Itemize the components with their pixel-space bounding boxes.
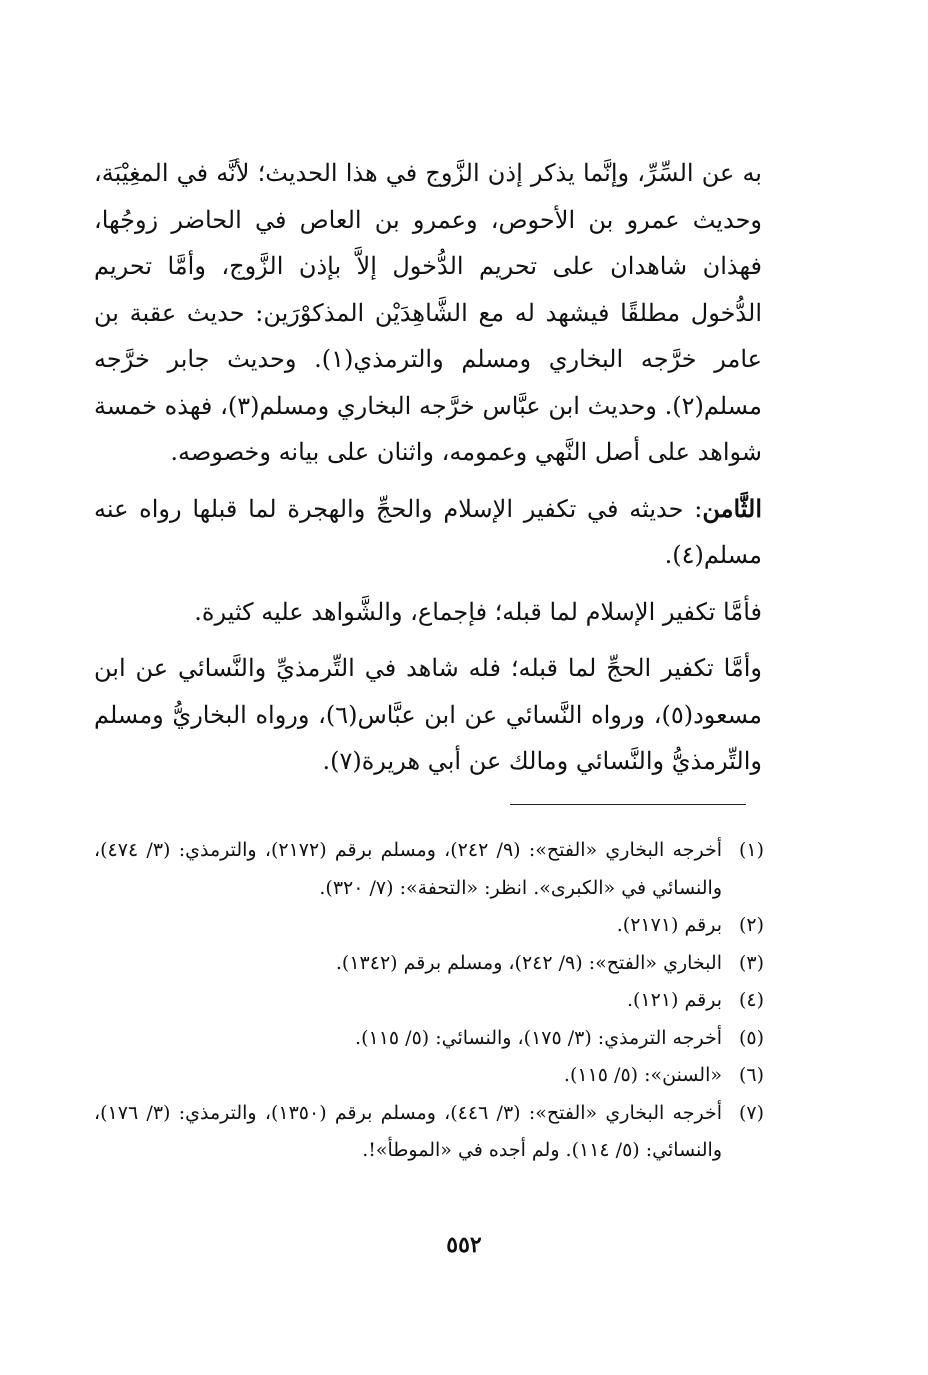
footnote (94, 1095, 764, 1170)
paragraph-3-text: فأمَّا تكفير الإسلام لما قبله؛ فإجماع، والشَّواهد عليه كثيرة. (194, 597, 762, 626)
section-label-eighth: الثَّامن (702, 493, 762, 523)
paragraph-3 (94, 589, 762, 636)
paragraph-1 (94, 150, 762, 476)
footnote (94, 1057, 764, 1095)
footnote-number: (١) (738, 839, 764, 861)
footnote-number: (٢) (738, 914, 764, 936)
footnote-text: أخرجه البخاري «الفتح»: (٣/ ٤٤٦)، ومسلم برقم (١٣٥٠)، والترمذي: (٣/ ١٧٦)، والنسائي: (٥/ ١١٤). ولم أجده في «الموطأ»!. (94, 1101, 722, 1161)
footnote-number: (٦) (738, 1064, 764, 1086)
footnote-number: (٥) (738, 1026, 764, 1049)
footnote-text: أخرجه الترمذي: (٣/ ١٧٥)، والنسائي: (٥/ ١١٥). (355, 1026, 722, 1049)
footnote-text: برقم (١٢١). (626, 989, 722, 1011)
footnote-text: «السنن»: (٥/ ١١٥). (563, 1064, 722, 1086)
footnote (94, 982, 764, 1020)
footnote (94, 832, 764, 907)
footnote-number: (٤) (738, 989, 764, 1011)
footnote-divider (510, 804, 746, 805)
footnote-text: برقم (٢١٧١). (616, 914, 722, 936)
page-number: ٥٥٢ (446, 1232, 482, 1258)
footnote (94, 945, 764, 983)
footnote-text: البخاري «الفتح»: (٩/ ٢٤٢)، ومسلم برقم (١٣٤٢). (335, 951, 722, 974)
main-text (94, 150, 762, 785)
footnote (94, 1020, 764, 1058)
paragraph-4-text: وأمَّا تكفير الحجِّ لما قبله؛ فله شاهد في التِّرمذيِّ والنَّسائي عن ابن مسعود(٥)، ورواه النَّسائي عن ابن عبَّاس(٦)، ورواه البخاريُّ ومسلم والتِّرمذيُّ والنَّسائي ومالك عن أبي هريرة(٧). (94, 654, 762, 775)
paragraph-4 (94, 645, 762, 785)
footnote-number: (٣) (738, 951, 764, 974)
paragraph-2 (94, 486, 762, 579)
footnote (94, 907, 764, 945)
paragraph-1-text: به عن السِّرِّ، وإنَّما يذكر إذن الزَّوج في هذا الحديث؛ لأنَّه في المغِيْبَة، وحديث عمرو بن الأحوص، وعمرو بن العاص في الحاضر زوجُها، فهذان شاهدان على تحريم الدُّخول إلاَّ بإذن الزَّوج، وأمَّا تحريم الدُّخول مطلقًا فيشهد له مع الشَّاهِدَيْن المذكوْرَين: حديث عقبة بن عامر خرَّجه البخاري ومسلم والترمذي(١). وحديث جابر خرَّجه مسلم(٢). وحديث ابن عبَّاس خرَّجه البخاري ومسلم(٣)، فهذه خمسة شواهد على أصل النَّهي وعمومه، واثنان على بيانه وخصوصه. (94, 159, 763, 466)
paragraph-2-text: : حديثه في تكفير الإسلام والحجِّ والهجرة لما قبلها رواه عنه مسلم(٤). (94, 494, 762, 569)
footnote-number: (٧) (738, 1101, 764, 1124)
footnote-text: أخرجه البخاري «الفتح»: (٩/ ٢٤٢)، ومسلم برقم (٢١٧٢)، والترمذي: (٣/ ٤٧٤)، والنسائي في «الكبرى». انظر: «التحفة»: (٧/ ٣٢٠). (94, 839, 722, 899)
footnotes-list (94, 832, 764, 1170)
